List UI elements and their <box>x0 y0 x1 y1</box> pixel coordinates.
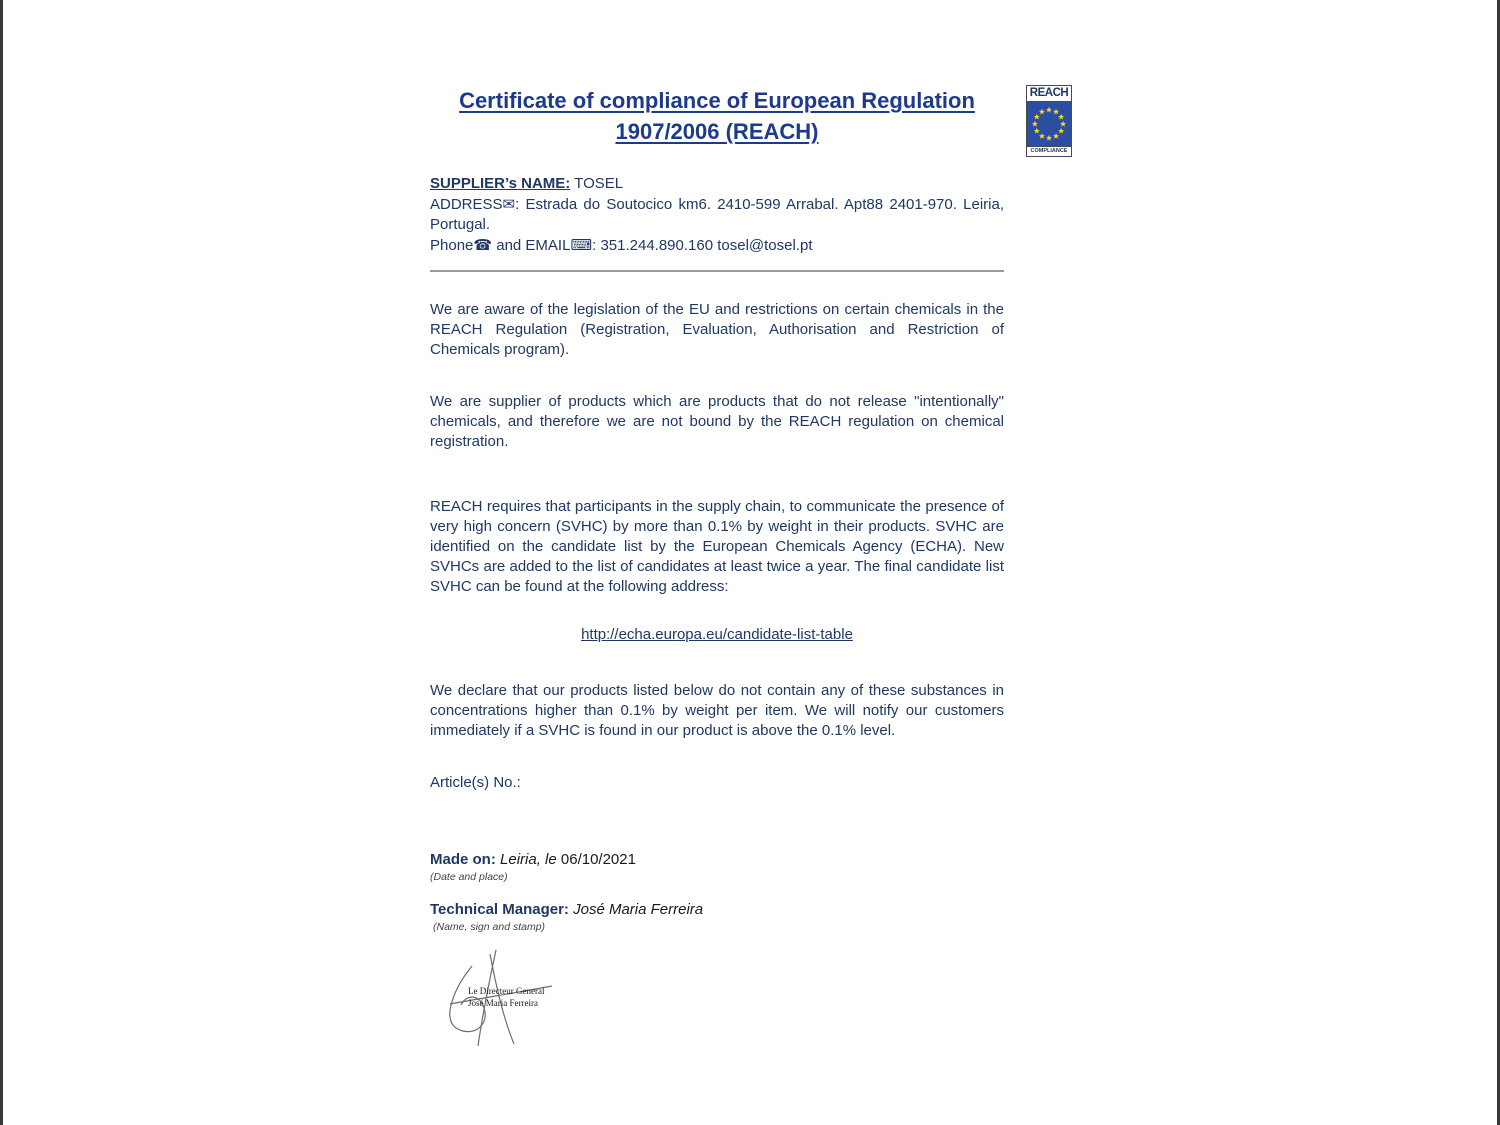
page-title-line2: 1907/2006 (REACH) <box>615 119 819 144</box>
stamp-text-line1: Le Directeur General <box>468 986 545 996</box>
date-place-caption: (Date and place) <box>430 871 508 883</box>
articles-label: Article(s) No.: <box>430 774 521 791</box>
envelope-icon: ✉ <box>502 195 516 213</box>
supplier-address-value: : Estrada do Soutocico km6. 2410-599 Arrabal. Apt88 2401-970. Leiria, Portugal. <box>430 196 1004 233</box>
supplier-phone-label: Phone <box>430 237 474 254</box>
technical-manager-label: Technical Manager: <box>430 901 569 918</box>
made-on-line <box>430 850 1004 870</box>
scan-edge-left <box>0 0 3 1125</box>
candidate-list-link[interactable]: http://echa.europa.eu/candidate-list-table <box>581 626 853 643</box>
reach-logo-compliance-label: COMPLIANCE <box>1027 146 1071 156</box>
supplier-name-label: SUPPLIER’s NAME: <box>430 175 571 192</box>
certificate-content <box>430 85 1004 1053</box>
paragraph-reach-requirements: REACH requires that participants in the supply chain, to communicate the presence of very high concern (SVHC) by more than 0.1% by weight in their products. SVHC are identified on the candidate list by the European Chemicals Agency (ECHA). New SVHCs are added to the list of candidates at least twice a year. The final candidate list SVHC can be found at the following address: <box>430 498 1004 595</box>
supplier-address-line <box>430 194 1004 235</box>
supplier-name-line <box>430 174 1004 194</box>
sign-stamp-caption: (Name, sign and stamp) <box>433 921 546 933</box>
computer-icon: ⌨ <box>570 236 593 254</box>
technical-manager-line <box>430 900 1004 920</box>
supplier-address-label: ADDRESS <box>430 196 503 213</box>
page-title-line1: Certificate of compliance of European Regulation <box>459 88 975 113</box>
supplier-contact-value: : 351.244.890.160 tosel@tosel.pt <box>592 237 813 254</box>
section-divider <box>430 270 1004 272</box>
supplier-email-label: and EMAIL <box>492 237 571 254</box>
paragraph-awareness: We are aware of the legislation of the EU and restrictions on certain chemicals in the REACH Regulation (Registration, Evaluation, Authorisation and Restriction of Chemicals program). <box>430 301 1004 358</box>
made-on-label: Made on: <box>430 851 496 868</box>
technical-manager-name: José Maria Ferreira <box>568 901 704 918</box>
paragraph-supplier-statement: We are supplier of products which are products that do not release "intentionally" chemicals, and therefore we are not bound by the REACH regulation on chemical registration. <box>430 393 1004 450</box>
page-title <box>430 85 1004 147</box>
phone-icon: ☎ <box>473 236 493 254</box>
candidate-list-link-line <box>430 625 1004 645</box>
paragraph-declaration: We declare that our products listed below do not contain any of these substances in concentrations higher than 0.1% by weight per item. We will notify our customers immediately if a SVHC is found in our product is above the 0.1% level. <box>430 682 1004 739</box>
reach-logo-title: REACH <box>1027 86 1071 102</box>
supplier-name-value: TOSEL <box>570 175 624 192</box>
reach-compliance-logo <box>1026 85 1072 157</box>
made-on-date: 06/10/2021 <box>556 851 636 868</box>
supplier-contact-line <box>430 235 1004 256</box>
signature-stamp <box>438 948 568 1048</box>
stamp-text-line2: José Maria Ferreira <box>468 998 538 1008</box>
made-on-place: Leiria, le <box>495 851 557 868</box>
supplier-block <box>430 174 1004 256</box>
eu-flag-stars-icon <box>1027 102 1071 146</box>
